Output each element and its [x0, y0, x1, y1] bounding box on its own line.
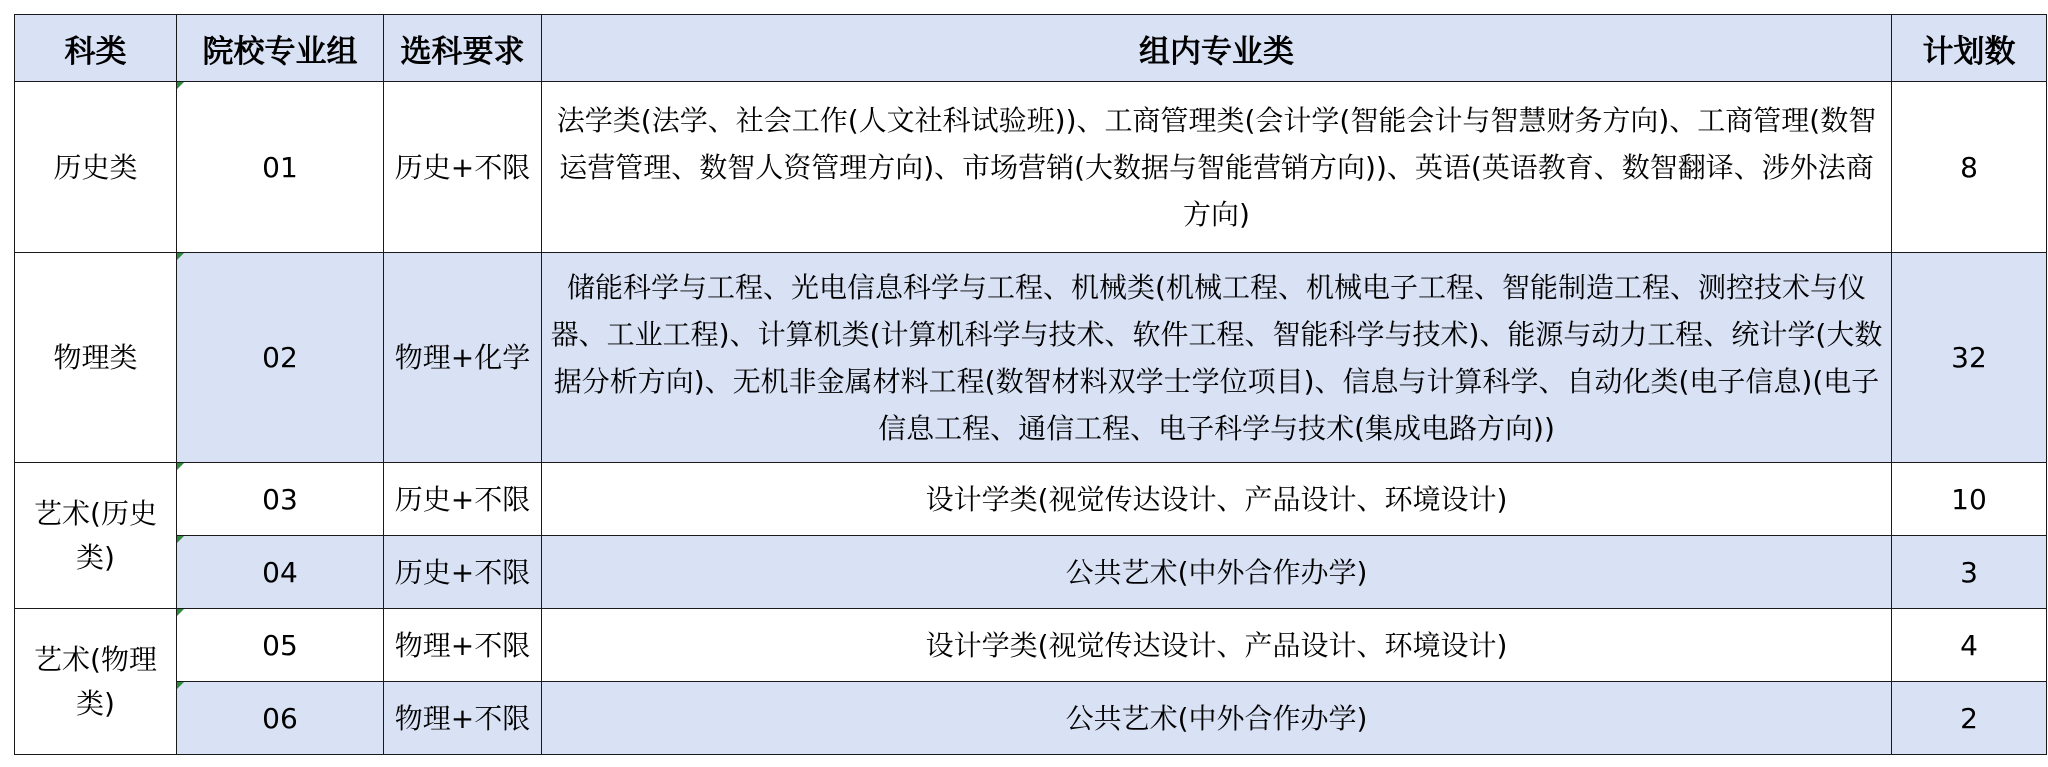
plan-cell: 8	[1892, 82, 2047, 253]
category-cell: 艺术(历史类)	[15, 463, 177, 609]
group-cell: 02	[177, 253, 384, 463]
majors-cell: 法学类(法学、社会工作(人文社科试验班))、工商管理类(会计学(智能会计与智慧财务方向)、工商管理(数智运营管理、数智人资管理方向)、市场营销(大数据与智能营销方向))、英语(英语教育、数智翻译、涉外法商方向)	[542, 82, 1892, 253]
majors-cell: 设计学类(视觉传达设计、产品设计、环境设计)	[542, 609, 1892, 682]
table-row	[15, 463, 2047, 536]
category-cell: 历史类	[15, 82, 177, 253]
group-cell: 06	[177, 682, 384, 755]
requirement-cell: 历史+不限	[384, 82, 542, 253]
table-row	[15, 82, 2047, 253]
admission-plan-table	[14, 14, 2047, 755]
requirement-cell: 物理+化学	[384, 253, 542, 463]
plan-cell: 32	[1892, 253, 2047, 463]
group-cell: 01	[177, 82, 384, 253]
requirement-cell: 历史+不限	[384, 536, 542, 609]
plan-cell: 2	[1892, 682, 2047, 755]
group-cell: 05	[177, 609, 384, 682]
majors-cell: 设计学类(视觉传达设计、产品设计、环境设计)	[542, 463, 1892, 536]
table-row	[15, 253, 2047, 463]
table-row	[15, 682, 2047, 755]
group-cell: 04	[177, 536, 384, 609]
requirement-cell: 物理+不限	[384, 609, 542, 682]
group-cell: 03	[177, 463, 384, 536]
requirement-cell: 物理+不限	[384, 682, 542, 755]
plan-cell: 10	[1892, 463, 2047, 536]
table-row	[15, 536, 2047, 609]
header-requirement: 选科要求	[384, 15, 542, 82]
header-row	[15, 15, 2047, 82]
header-group: 院校专业组	[177, 15, 384, 82]
plan-cell: 3	[1892, 536, 2047, 609]
requirement-cell: 历史+不限	[384, 463, 542, 536]
table-row	[15, 609, 2047, 682]
majors-cell: 储能科学与工程、光电信息科学与工程、机械类(机械工程、机械电子工程、智能制造工程、测控技术与仪器、工业工程)、计算机类(计算机科学与技术、软件工程、智能科学与技术)、能源与动力工程、统计学(大数据分析方向)、无机非金属材料工程(数智材料双学士学位项目)、信息与计算科学、自动化类(电子信息)(电子信息工程、通信工程、电子科学与技术(集成电路方向))	[542, 253, 1892, 463]
majors-cell: 公共艺术(中外合作办学)	[542, 536, 1892, 609]
majors-cell: 公共艺术(中外合作办学)	[542, 682, 1892, 755]
plan-cell: 4	[1892, 609, 2047, 682]
header-category: 科类	[15, 15, 177, 82]
header-majors: 组内专业类	[542, 15, 1892, 82]
category-cell: 艺术(物理类)	[15, 609, 177, 755]
header-plan: 计划数	[1892, 15, 2047, 82]
category-cell: 物理类	[15, 253, 177, 463]
